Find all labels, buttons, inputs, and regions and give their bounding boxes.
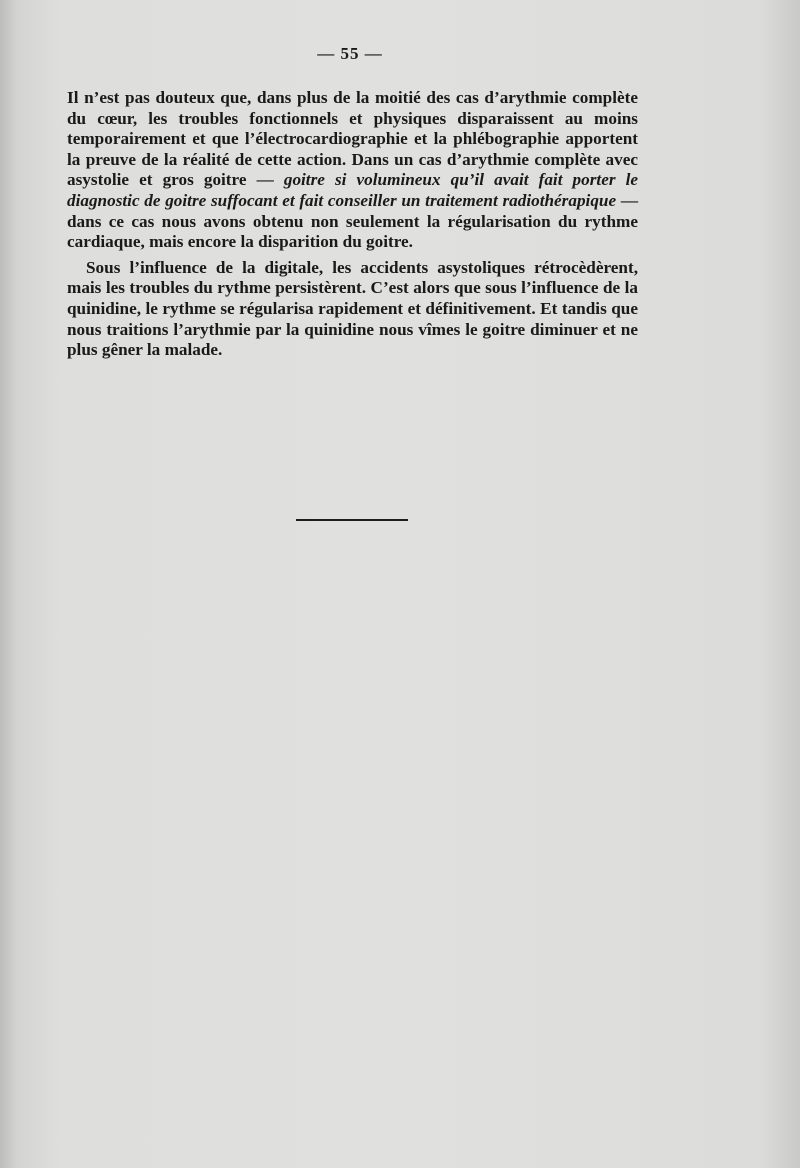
section-separator-line xyxy=(296,519,408,521)
paragraph-2: Sous l’influence de la digitale, les accidents asystoliques rétrocèdèrent, mais les troubles du rythme persistèrent. C’est alors que sous l’influence de la quinidine, le rythme se régularisa rapidement et définitivement. Et tandis que nous traitions l’arythmie par la quinidine nous vîmes le goitre diminuer et ne plus gêner la malade. xyxy=(67,257,638,360)
paragraph-1 xyxy=(67,88,638,253)
page-number: — 55 — xyxy=(317,44,383,63)
body-text xyxy=(67,88,638,361)
paragraph-1-part-1: Il n’est pas douteux que, dans plus de la moitié des cas d’arythmie complète du cœur, les troubles fonctionnels et physiques disparaissent au moins temporairement et que l’électrocardiographie et la phlébographie apportent la preuve de la réalité de cette action. Dans un cas d’arythmie complète avec asystolie et gros goitre — xyxy=(67,88,638,190)
paragraph-1-italic: goitre si volumineux qu’il avait fait porter le diagnostic de goitre suffocant et fait conseiller un traitement radiothérapique xyxy=(67,170,639,210)
paragraph-1-part-2: — dans ce cas nous avons obtenu non seulement la régularisation du rythme cardiaque, mais encore la disparition du goitre. xyxy=(67,190,639,252)
